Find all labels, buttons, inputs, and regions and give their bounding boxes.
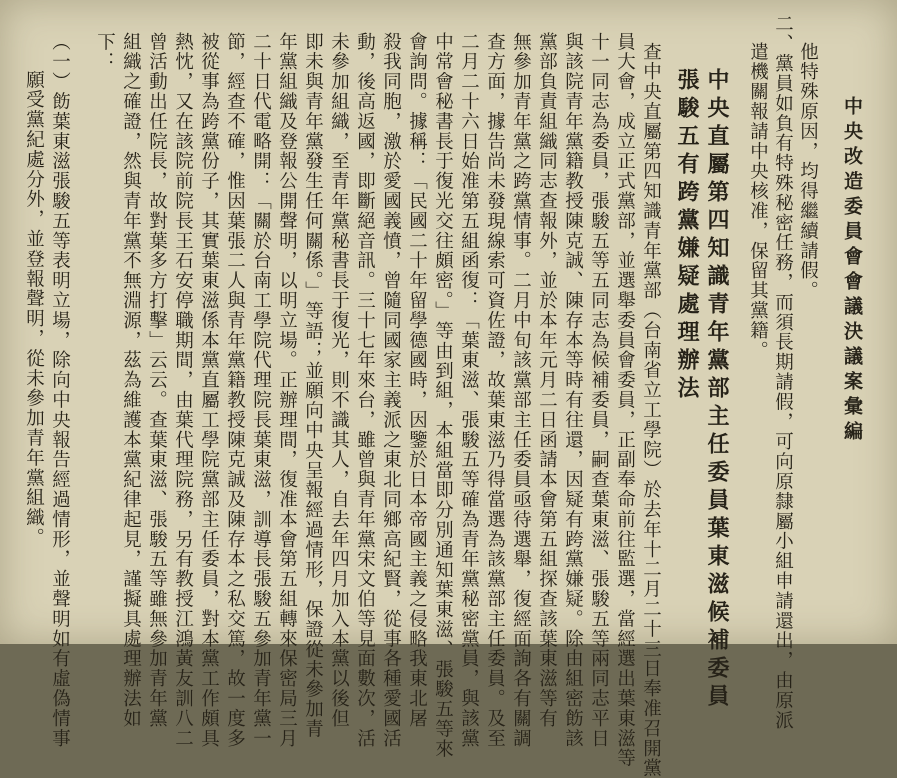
body-column: 會詢問。據稱：「民國二十年留學德國時，因鑒於日本帝國主義之侵略我東北屠 [406, 32, 428, 729]
body-column: 二、黨員如負有特殊秘密任務，而須長期請假，可向原隸屬小組申請還出，由原派 [772, 14, 794, 731]
body-column: 節，經查不確，惟因葉張二人與青年黨籍教授陳克誠及陳存本之私交篤，故一度多 [224, 32, 246, 749]
body-column: 未參加組織，至青年黨秘書長于復光，則不識其人，自去年四月加入本黨以後但 [328, 32, 350, 729]
body-column: 下： [94, 32, 116, 72]
body-column: 十一同志為委員，張駿五等五同志為候補委員，嗣查葉東滋、張駿五等兩同志平日 [588, 32, 610, 749]
header-title: 中央改造委員會會議決議案彙編 [841, 96, 863, 446]
body-column: 查中央直屬第四知識青年黨部（台南省立工學院）於去年十二月二十三日奉准召開黨 [640, 42, 662, 778]
body-column: 即未與青年黨發生任何關係。」等語；並願向中央呈報經過情形，保證從未參加青 [302, 32, 324, 740]
body-column: （一）飭葉東滋張駿五等表明立場，除向中央報告經過情形，並聲明如有虛偽情事 [49, 32, 71, 749]
body-column: 曾活動出任院長，故對葉多方打擊」云云。查葉東滋、張駿五等雖無參加青年黨 [146, 32, 168, 729]
body-column: 無參加青年黨之跨黨情事。二月中旬該黨部主任委員亟待選舉，復經面詢各有關調 [510, 32, 532, 749]
document-title: 張駿五有跨黨嫌疑處理辦法 [674, 68, 700, 404]
body-column: 二月二十六日始准第五組函復：「葉東滋、張駿五等確為青年黨秘密黨員，與該黨 [458, 32, 480, 749]
body-column: 中常會秘書長于復光交往頗密。」等由到組，本組當即分別通知葉東滋、張駿五等來 [432, 32, 454, 760]
body-column: 他特殊原因，均得繼續請假。 [797, 42, 819, 301]
body-column: 組織之確證，然與青年黨不無淵源，茲為維護本黨紀律起見，謹擬具處理辦法如 [120, 32, 142, 729]
body-column: 查方面，據告尚未發現線索可資佐證，故葉東滋乃得當選為該黨部主任委員。及至 [484, 32, 506, 749]
body-column: 被從事為跨黨份子，其實葉東滋係本黨直屬工學院黨部主任委員，對本黨工作頗具 [198, 32, 220, 749]
body-column: 與該院青年黨籍教授陳克誠、陳存本等時有往還，因疑有跨黨嫌疑。除由組密飭該 [562, 32, 584, 749]
document-title: 中央直屬第四知識青年黨部主任委員葉東滋候補委員 [704, 68, 730, 712]
body-column: 動，後高返國，即斷絕音訊。三十七年來台，雖曾與青年黨宋文伯等見面數次，活 [354, 32, 376, 749]
body-column: 員大會，成立正式黨部，並選舉委員會委員，正副奉命前往監選，當經選出葉東滋等 [614, 32, 636, 769]
body-column: 熱忱，又在該院前院長王石安停職期間，由葉代理院務，另有教授江鴻黃友訓八二 [172, 32, 194, 749]
body-column: 二十日代電略開：「關於台南工學院代理院長葉東滋，訓導長張駿五參加青年黨一 [250, 32, 272, 749]
body-column: 黨部負責組織同志查報外，並於本年元月二日函請本會第五組探查該葉東滋等有 [536, 32, 558, 729]
body-column: 年黨組織及登報公開聲明，以明立場。正辦理間，復准本會第五組轉來保密局三月 [276, 32, 298, 749]
body-column: 願受黨紀處分外，並登報聲明，從未參加青年黨組織。 [23, 70, 45, 548]
body-column: 遣機關報請中央核准，保留其黨籍。 [747, 42, 769, 361]
body-column: 殺我同胞，激於愛國義憤，曾隨同國家主義派之東北同鄉高紀賢，從事各種愛國活 [380, 32, 402, 749]
